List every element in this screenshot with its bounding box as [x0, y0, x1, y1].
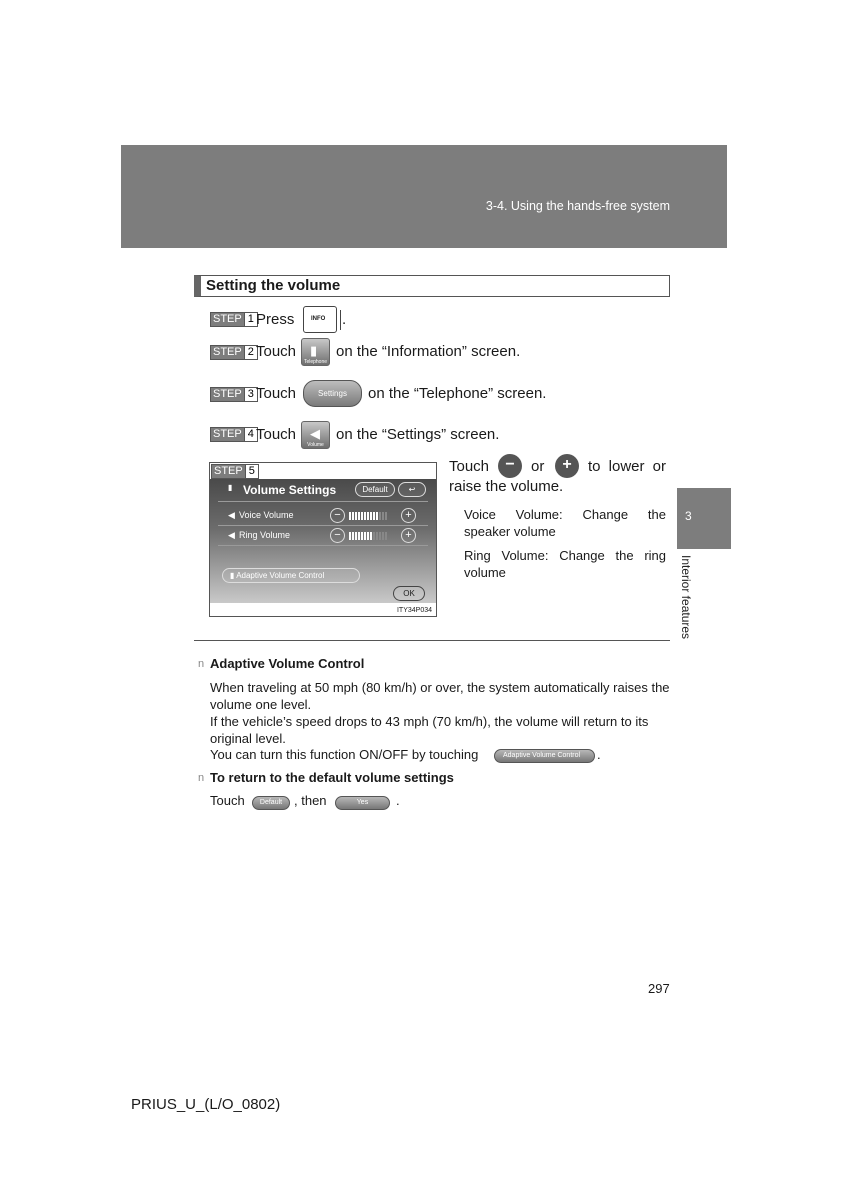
step-2-tag — [210, 345, 258, 360]
back-button[interactable] — [398, 482, 426, 497]
telephone-icon: ▮ Telephone — [301, 338, 330, 366]
volume-bar-segment — [373, 532, 375, 540]
header-band — [121, 145, 727, 248]
volume-bar-segment — [355, 512, 357, 520]
heading-text: Setting the volume — [206, 277, 341, 294]
divider-rule — [194, 640, 670, 641]
volume-bar-segment — [349, 512, 351, 520]
step-label: STEP — [210, 345, 245, 360]
step-5-tag — [211, 464, 259, 479]
step-label: STEP — [211, 464, 246, 479]
divider — [218, 525, 428, 526]
plus-icon: + — [405, 529, 412, 541]
minus-button-icon: − — [498, 454, 522, 478]
ring-plus-button[interactable] — [401, 528, 416, 543]
note-paragraph-1: When traveling at 50 mph (80 km/h) or over, the system automatically raises the volume one level. — [210, 680, 670, 712]
yes-mini-button: Yes — [335, 796, 390, 810]
step-3-end: on the “Telephone” screen. — [368, 385, 547, 402]
chapter-label-text: Interior features — [679, 555, 693, 640]
screen-title: Volume Settings — [243, 483, 337, 497]
step-5-raise: raise the volume. — [449, 478, 564, 495]
voice-volume-desc: Voice Volume: Change the speaker volume — [464, 507, 666, 539]
step-5-or: or — [531, 458, 545, 475]
screen-title-icon: ▮ — [228, 483, 233, 492]
ring-volume-icon: ◀ — [228, 530, 235, 540]
section-heading — [194, 275, 670, 297]
note-touch: Touch — [210, 793, 245, 808]
section-title: 3-4. Using the hands-free system — [485, 199, 670, 213]
volume-bar-segment — [349, 532, 351, 540]
figure-code: ITY34P034 — [396, 607, 432, 614]
volume-bar-segment — [367, 512, 369, 520]
ring-volume-level — [349, 532, 387, 540]
chapter-label — [677, 555, 697, 650]
step-label: STEP — [210, 387, 245, 402]
volume-bar-segment — [373, 512, 375, 520]
step-4-tag — [210, 427, 258, 442]
bullet-marker: n — [198, 658, 205, 670]
minus-icon: − — [334, 509, 341, 521]
info-button-label: INFO — [311, 316, 326, 322]
page-number: 297 — [648, 981, 670, 996]
note-period: . — [396, 793, 400, 808]
volume-bar-segment — [358, 512, 360, 520]
step-number: 2 — [245, 345, 258, 360]
volume-icon-caption: Volume — [307, 442, 324, 448]
volume-bar-segment — [376, 512, 378, 520]
voice-plus-button[interactable] — [401, 508, 416, 523]
volume-bar-segment — [355, 532, 357, 540]
default-mini-button: Default — [252, 796, 290, 810]
volume-bar-segment — [352, 532, 354, 540]
step-1-tag — [210, 312, 258, 327]
volume-bar-segment — [367, 532, 369, 540]
voice-volume-label: Voice Volume — [239, 510, 294, 520]
step-2-end: on the “Information” screen. — [336, 343, 521, 360]
info-button-icon — [303, 306, 337, 333]
plus-icon: + — [405, 509, 412, 521]
ring-volume-desc: Ring Volume: Change the ring volume — [464, 548, 666, 580]
step-1-text: Press — [256, 311, 295, 328]
volume-bar-segment — [379, 512, 381, 520]
voice-minus-button[interactable] — [330, 508, 345, 523]
volume-bar-segment — [370, 512, 372, 520]
divider — [218, 501, 428, 502]
plus-button-icon: + — [555, 454, 579, 478]
step-number: 3 — [245, 387, 258, 402]
step-4-end: on the “Settings” screen. — [336, 426, 500, 443]
divider — [218, 545, 428, 546]
toggle-indicator-icon: ▮ — [230, 571, 235, 580]
volume-bar-segment — [364, 512, 366, 520]
volume-bar-segment — [352, 512, 354, 520]
volume-bar-segment — [382, 532, 384, 540]
volume-bar-segment — [379, 532, 381, 540]
volume-icon: ◀ Volume — [301, 421, 330, 449]
volume-bar-segment — [361, 512, 363, 520]
ring-volume-label: Ring Volume — [239, 530, 291, 540]
step-5-touch: Touch — [449, 458, 490, 475]
step-3-text: Touch — [256, 385, 297, 402]
note-heading-default: To return to the default volume settings — [210, 770, 454, 785]
voice-volume-icon: ◀ — [228, 510, 235, 520]
volume-bar-segment — [361, 532, 363, 540]
step-4-text: Touch — [256, 426, 297, 443]
volume-bar-segment — [358, 532, 360, 540]
screen-display — [210, 479, 436, 603]
settings-button-icon: Settings — [303, 380, 362, 407]
adaptive-volume-label: Adaptive Volume Control — [236, 571, 325, 580]
minus-icon: − — [334, 529, 341, 541]
chapter-number: 3 — [685, 509, 692, 523]
voice-volume-level — [349, 512, 387, 520]
volume-bar-segment — [382, 512, 384, 520]
volume-bar-segment — [376, 532, 378, 540]
note-paragraph-2: If the vehicle’s speed drops to 43 mph (70 km/h), the volume will return to its original level. — [210, 714, 649, 746]
step-label: STEP — [210, 427, 245, 442]
volume-bar-segment — [385, 512, 387, 520]
volume-bar-segment — [385, 532, 387, 540]
step-1-end: . — [342, 311, 347, 328]
volume-bar-segment — [364, 532, 366, 540]
telephone-icon-caption: Telephone — [303, 359, 328, 365]
bullet-marker: n — [198, 772, 205, 784]
ok-button[interactable]: OK — [393, 586, 425, 601]
ring-minus-button[interactable] — [330, 528, 345, 543]
back-icon: ↩ — [408, 485, 416, 494]
volume-settings-screen — [209, 462, 437, 617]
step-2-text: Touch — [256, 343, 297, 360]
chapter-tab — [677, 488, 731, 549]
adaptive-volume-control-button[interactable] — [222, 568, 360, 583]
step-3-tag — [210, 387, 258, 402]
adaptive-mini-label: Adaptive Volume Control — [503, 752, 581, 759]
adaptive-volume-mini-button — [494, 749, 595, 763]
step-label: STEP — [210, 312, 245, 327]
step-number: 1 — [245, 312, 258, 327]
note-then: , then — [294, 793, 327, 808]
note-paragraph-3-end: . — [597, 747, 601, 762]
step-5-lower: to lower or — [588, 458, 666, 475]
step-number: 5 — [246, 464, 259, 479]
step-number: 4 — [245, 427, 258, 442]
note-heading-adaptive: Adaptive Volume Control — [210, 656, 365, 671]
default-button[interactable]: Default — [355, 482, 395, 497]
volume-bar-segment — [370, 532, 372, 540]
footer-code: PRIUS_U_(L/O_0802) — [131, 1096, 281, 1113]
note-paragraph-3: You can turn this function ON/OFF by touching — [210, 747, 479, 762]
